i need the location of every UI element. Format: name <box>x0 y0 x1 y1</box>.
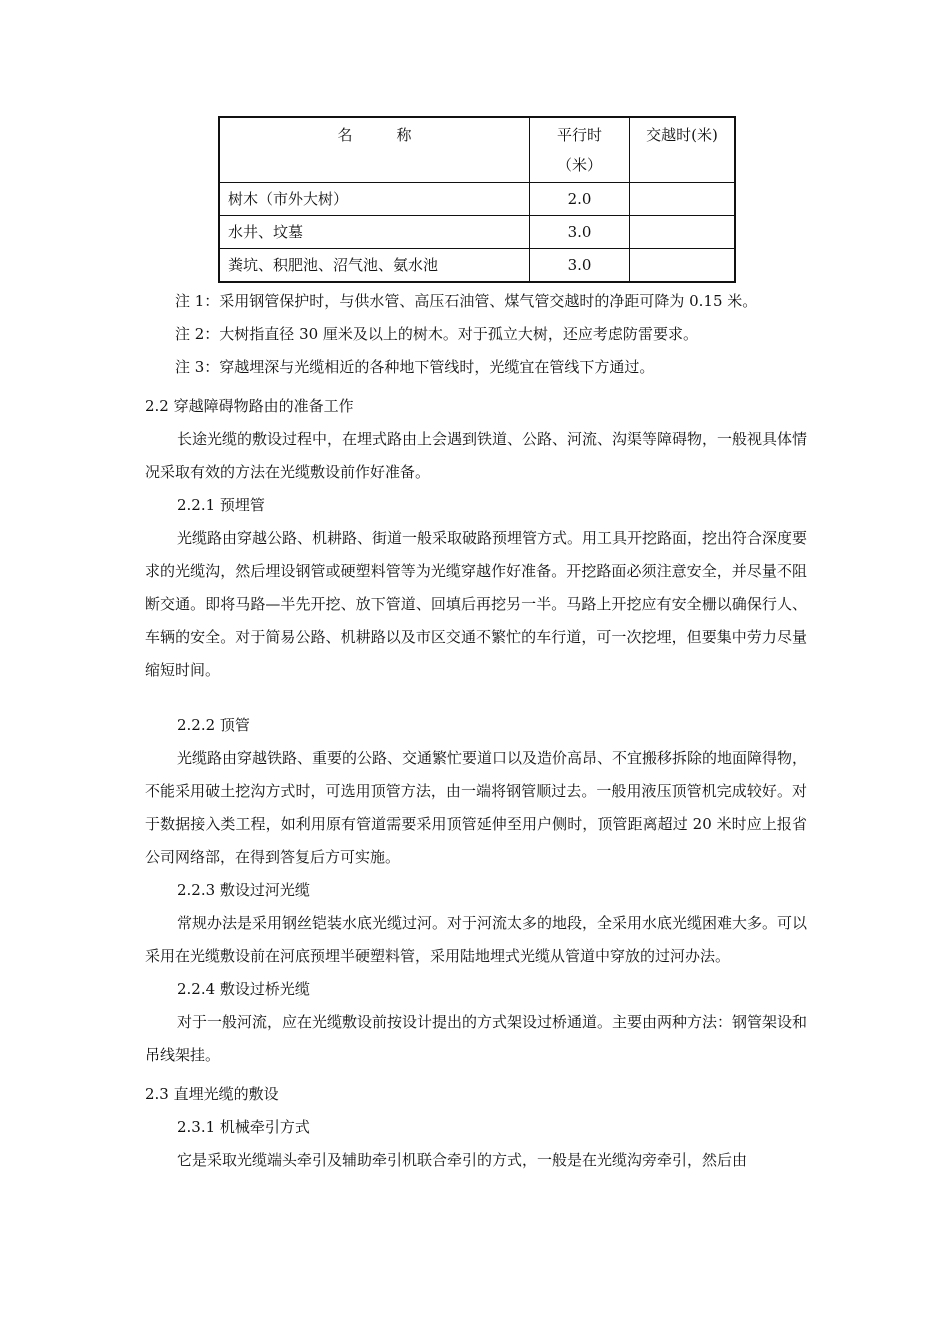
table-row <box>219 249 735 283</box>
header-name-char-1: 名 <box>337 126 353 144</box>
section-2-2-3-text: 常规办法是采用钢丝铠装水底光缆过河。对于河流太多的地段，全采用水底光缆困难大多。可以采用在光缆敷设前在河底预埋半硬塑料管，采用陆地埋式光缆从管道中穿放的过河办法。 <box>145 914 808 965</box>
note-1: 注 1：采用钢管保护时，与供水管、高压石油管、煤气管交越时的净距可降为 0.15 米。 <box>175 292 758 310</box>
section-2-2-1-heading: 2.2.1 预埋管 <box>177 496 265 514</box>
table-row <box>219 216 735 249</box>
row-parallel-cell: 2.0 <box>530 183 630 216</box>
table-notes <box>145 285 807 384</box>
section-2-2-intro: 长途光缆的敷设过程中，在埋式路由上会遇到铁道、公路、河流、沟渠等障碍物，一般视具体情况采取有效的方法在光缆敷设前作好准备。 <box>145 430 808 481</box>
row-name-cell: 水井、坟墓 <box>219 216 530 249</box>
section-2-2-3-heading: 2.2.3 敷设过河光缆 <box>177 881 310 899</box>
row-parallel-cell: 3.0 <box>530 216 630 249</box>
section-2-3-1-text: 它是采取光缆端头牵引及辅助牵引机联合牵引的方式，一般是在光缆沟旁牵引，然后由 <box>177 1151 748 1169</box>
section-2-2-2-text: 光缆路由穿越铁路、重要的公路、交通繁忙要道口以及造价高昂、不宜搬移拆除的地面障得物，不能采用破土挖沟方式时，可选用顶管方法，由一端将钢管顺过去。一般用液压顶管机完成较好。对于数据接入类工程，如利用原有管道需要采用顶管延伸至用户侧时，顶管距离超过 20 米时应上报省公司网络部，在得到答复后方可实施。 <box>145 749 808 866</box>
header-parallel-line1: 平行时 <box>556 126 602 144</box>
header-name-char-2: 称 <box>396 126 412 144</box>
row-parallel-cell: 3.0 <box>530 249 630 283</box>
section-2-3-1-heading: 2.3.1 机械牵引方式 <box>177 1118 310 1136</box>
header-name-cell <box>219 117 530 183</box>
row-crossing-cell <box>630 183 736 216</box>
header-crossing-cell: 交越时(米) <box>630 117 736 183</box>
header-parallel-cell <box>530 117 630 183</box>
table-header-row <box>219 117 735 183</box>
section-2-2-4-heading: 2.2.4 敷设过桥光缆 <box>177 980 310 998</box>
section-2-2-4-text: 对于一般河流，应在光缆敷设前按设计提出的方式架设过桥通道。主要由两种方法：钢管架设和吊线架挂。 <box>145 1013 808 1064</box>
note-3: 注 3：穿越埋深与光缆相近的各种地下管线时，光缆宜在管线下方通过。 <box>175 358 655 376</box>
section-2-2-2-heading: 2.2.2 顶管 <box>177 716 250 734</box>
section-2-2-1-text: 光缆路由穿越公路、机耕路、街道一般采取破路预埋管方式。用工具开挖路面，挖出符合深度要求的光缆沟，然后埋设钢管或硬塑料管等为光缆穿越作好准备。开挖路面必须注意安全，并尽量不阻断交通。即将马路—半先开挖、放下管道、回填后再挖另一半。马路上开挖应有安全栅以确保行人、车辆的安全。对于简易公路、机耕路以及市区交通不繁忙的车行道，可一次挖埋，但要集中劳力尽量缩短时间。 <box>145 529 808 679</box>
section-2-2-heading: 2.2 穿越障碍物路由的准备工作 <box>145 397 354 415</box>
row-name-cell: 树木（市外大树） <box>219 183 530 216</box>
document-page <box>145 116 807 1177</box>
row-name-cell: 粪坑、积肥池、沼气池、氨水池 <box>219 249 530 283</box>
row-crossing-cell <box>630 216 736 249</box>
distance-table <box>218 116 736 283</box>
note-2: 注 2：大树指直径 30 厘米及以上的树木。对于孤立大树，还应考虑防雷要求。 <box>175 325 698 343</box>
blank-gap <box>145 687 807 709</box>
header-parallel-line2: （米） <box>556 156 602 174</box>
row-crossing-cell <box>630 249 736 283</box>
section-2-3-heading: 2.3 直埋光缆的敷设 <box>145 1085 279 1103</box>
table-row <box>219 183 735 216</box>
